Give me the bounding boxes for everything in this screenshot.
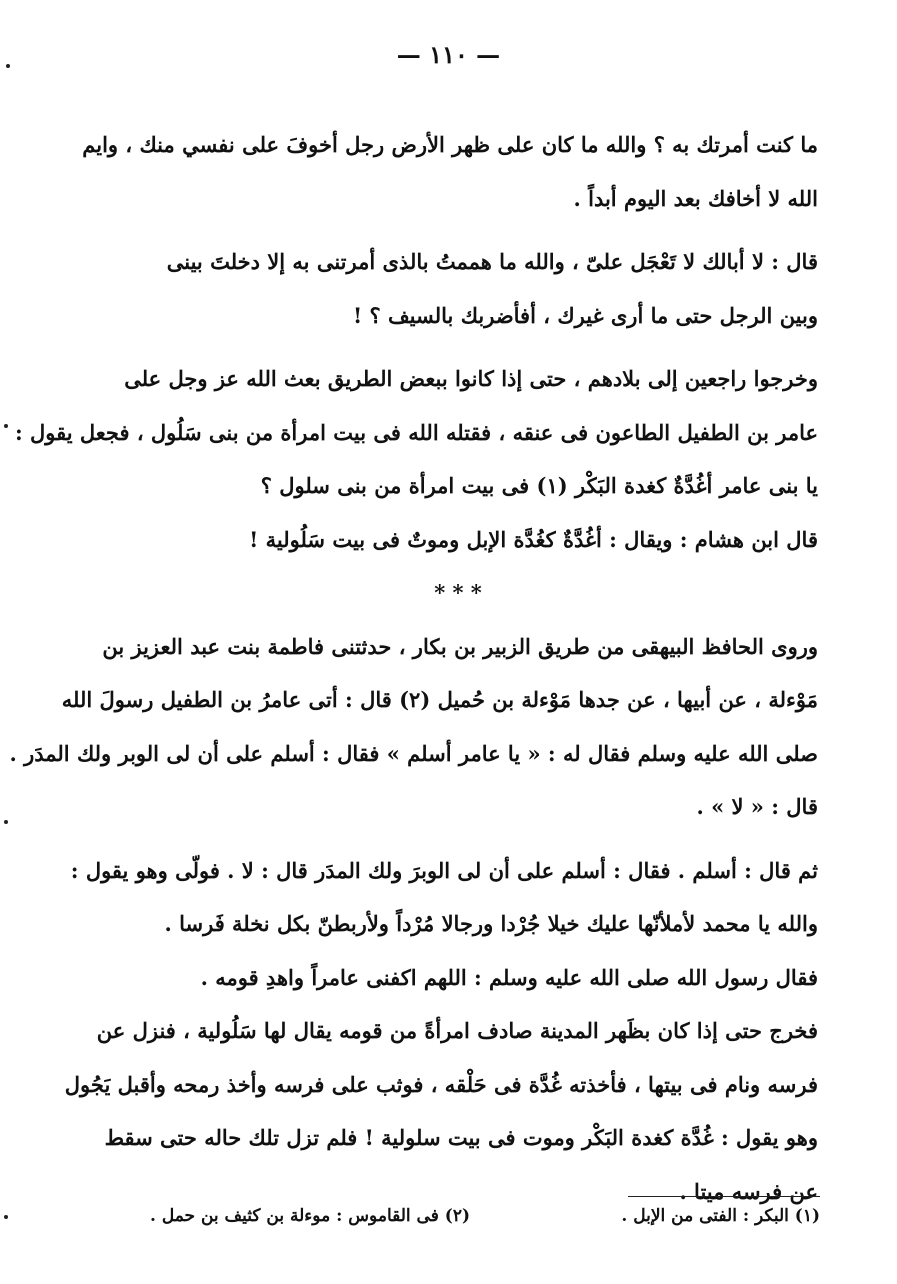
section-separator: * * *	[434, 580, 482, 605]
text-line: ثم قال : أسلم . فقال : أسلم على أن لى الوبرَ ولك المدَر قال : لا . فولّى وهو يقول :	[70, 857, 818, 883]
text-line: فقال رسول الله صلى الله عليه وسلم : اللهم اكفنى عامراً واهدِ قومه .	[200, 964, 818, 990]
text-line: يا بنى عامر أغُدَّةٌ كغدة البَكْر (١) فى بيت امرأة من بنى سلول ؟	[260, 473, 818, 498]
text-line: قال : لا أبالك لا تَعْجَل علىّ ، والله ما هممتُ بالذى أمرتنى به إلا دخلتَ بينى	[166, 249, 818, 274]
margin-mark	[4, 424, 8, 428]
text-line: مَوْءلة ، عن أبيها ، عن جدها مَوْءلة بن حُميل (٢) قال : أتى عامرُ بن الطفيل رسولَ الله	[61, 687, 818, 712]
page-number: — ١١٠ —	[396, 40, 501, 69]
text-line: الله لا أخافك بعد اليوم أبداً .	[573, 185, 818, 211]
footnote-2: (٢) فى القاموس : موءلة بن كثيف بن حمل .	[150, 1206, 470, 1226]
text-line: ما كنت أمرتك به ؟ والله ما كان على ظهر الأرض رجل أخوفَ على نفسي منك ، وايم	[82, 132, 818, 157]
text-line: قال : « لا » .	[696, 794, 818, 819]
text-line: عامر بن الطفيل الطاعون فى عنقه ، فقتله الله فى بيت امرأة من بنى سَلُول ، فجعل يقول :	[14, 419, 818, 445]
text-line: صلى الله عليه وسلم فقال له : « يا عامر أسلم » فقال : أسلم على أن لى الوبر ولك المدَر .	[9, 740, 818, 766]
margin-mark	[4, 820, 8, 824]
text-line: وخرجوا راجعين إلى بلادهم ، حتى إذا كانوا ببعض الطريق بعث الله عز وجل على	[124, 366, 818, 391]
text-line: وهو يقول : غُدَّة كغدة البَكْر وموت فى بيت سلولية ! فلم تزل تلك حاله حتى سقط	[104, 1125, 818, 1150]
text-line: وروى الحافظ البيهقى من طريق الزبير بن بكار ، حدثتنى فاطمة بنت عبد العزيز بن	[102, 633, 818, 659]
margin-mark	[4, 1215, 8, 1219]
text-line: فخرج حتى إذا كان بظَهر المدينة صادف امرأةً من قومه يقال لها سَلُولية ، فنزل عن	[96, 1018, 818, 1043]
text-line: عن فرسه ميتا .	[679, 1178, 818, 1204]
text-line: قال ابن هشام : ويقال : أغُدَّةٌ كغُدَّة الإبل وموتٌ فى بيت سَلُولية !	[249, 526, 818, 552]
text-line: وبين الرجل حتى ما أرى غيرك ، أفأضربك بالسيف ؟ !	[352, 302, 818, 328]
footnotes	[150, 1206, 820, 1226]
text-line: فرسه ونام فى بيتها ، فأخذته غُدَّة فى حَلْقه ، فوثب على فرسه وأخذ رمحه وأقبل يَجُول	[64, 1071, 818, 1097]
text-line: والله يا محمد لأملأنّها عليك خيلا جُرْدا ورجالا مُرْداً ولأربطنّ بكل نخلة فَرسا .	[164, 911, 818, 936]
footnote-divider	[628, 1196, 820, 1197]
body-text	[9, 118, 818, 1218]
footnote-1: (١) البكر : الفتى من الإبل .	[621, 1206, 820, 1226]
margin-mark	[6, 64, 10, 68]
